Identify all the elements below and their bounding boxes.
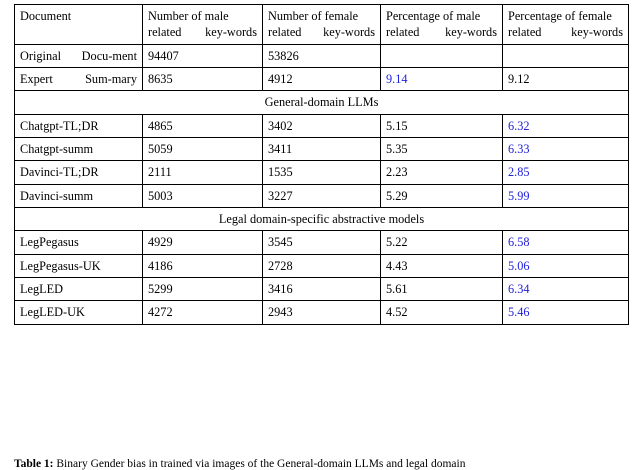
table-row [15,184,629,207]
table-row [15,68,629,91]
caption-text: Binary Gender bias in trained via images of the General-domain LLMs and legal domain [56,458,466,470]
cell-female-percentage: 6.33 [503,138,629,161]
cell-female-percentage: 5.46 [503,301,629,324]
cell-document: Chatgpt-summ [15,138,143,161]
cell-document: Original Docu-ment [15,44,143,67]
cell-male-count: 4272 [143,301,263,324]
column-header-female-count: Number of female related key-words [263,5,381,45]
cell-female-count: 3402 [263,114,381,137]
table-row [15,278,629,301]
cell-female-count: 1535 [263,161,381,184]
cell-male-percentage: 4.52 [381,301,503,324]
table-row [15,138,629,161]
cell-female-count: 3545 [263,231,381,254]
column-header-document: Document [15,5,143,45]
cell-document: Chatgpt-TL;DR [15,114,143,137]
cell-female-count: 53826 [263,44,381,67]
table-body [15,5,629,325]
table-row [15,44,629,67]
section-row-general-domain-llms [15,91,629,114]
cell-female-percentage: 2.85 [503,161,629,184]
column-header-male-percentage: Percentage of male related key-words [381,5,503,45]
cell-male-percentage: 2.23 [381,161,503,184]
cell-female-percentage: 9.12 [503,68,629,91]
table-row [15,254,629,277]
cell-female-percentage: 6.32 [503,114,629,137]
cell-document: Davinci-TL;DR [15,161,143,184]
cell-document: Expert Sum-mary [15,68,143,91]
cell-female-count: 3227 [263,184,381,207]
column-header-female-percentage: Percentage of female related key-words [503,5,629,45]
cell-female-percentage: 5.99 [503,184,629,207]
cell-male-count: 4186 [143,254,263,277]
section-label: Legal domain-specific abstractive models [15,208,629,231]
column-header-male-count: Number of male related key-words [143,5,263,45]
cell-female-percentage: 5.06 [503,254,629,277]
caption-label: Table 1: [14,458,54,470]
cell-female-count: 3416 [263,278,381,301]
cell-male-count: 5003 [143,184,263,207]
table-header-row [15,5,629,45]
table-caption [14,458,626,470]
cell-document: LegPegasus-UK [15,254,143,277]
table-row [15,231,629,254]
cell-female-count: 2728 [263,254,381,277]
cell-male-count: 5059 [143,138,263,161]
cell-male-percentage: 5.22 [381,231,503,254]
cell-female-count: 4912 [263,68,381,91]
cell-male-count: 5299 [143,278,263,301]
cell-female-count: 3411 [263,138,381,161]
cell-male-percentage: 5.29 [381,184,503,207]
cell-female-percentage [503,44,629,67]
table-row [15,301,629,324]
cell-male-count: 2111 [143,161,263,184]
cell-document: LegLED [15,278,143,301]
cell-male-percentage: 9.14 [381,68,503,91]
table-row [15,114,629,137]
cell-document: Davinci-summ [15,184,143,207]
cell-male-percentage: 5.35 [381,138,503,161]
cell-female-count: 2943 [263,301,381,324]
cell-male-count: 4865 [143,114,263,137]
table-row [15,161,629,184]
cell-male-percentage [381,44,503,67]
cell-male-count: 4929 [143,231,263,254]
section-label: General-domain LLMs [15,91,629,114]
cell-female-percentage: 6.58 [503,231,629,254]
cell-male-count: 94407 [143,44,263,67]
cell-male-percentage: 4.43 [381,254,503,277]
cell-male-percentage: 5.61 [381,278,503,301]
cell-document: LegLED-UK [15,301,143,324]
section-row-legal-domain-models [15,208,629,231]
gender-bias-table [14,4,629,325]
cell-document: LegPegasus [15,231,143,254]
cell-female-percentage: 6.34 [503,278,629,301]
cell-male-count: 8635 [143,68,263,91]
cell-male-percentage: 5.15 [381,114,503,137]
